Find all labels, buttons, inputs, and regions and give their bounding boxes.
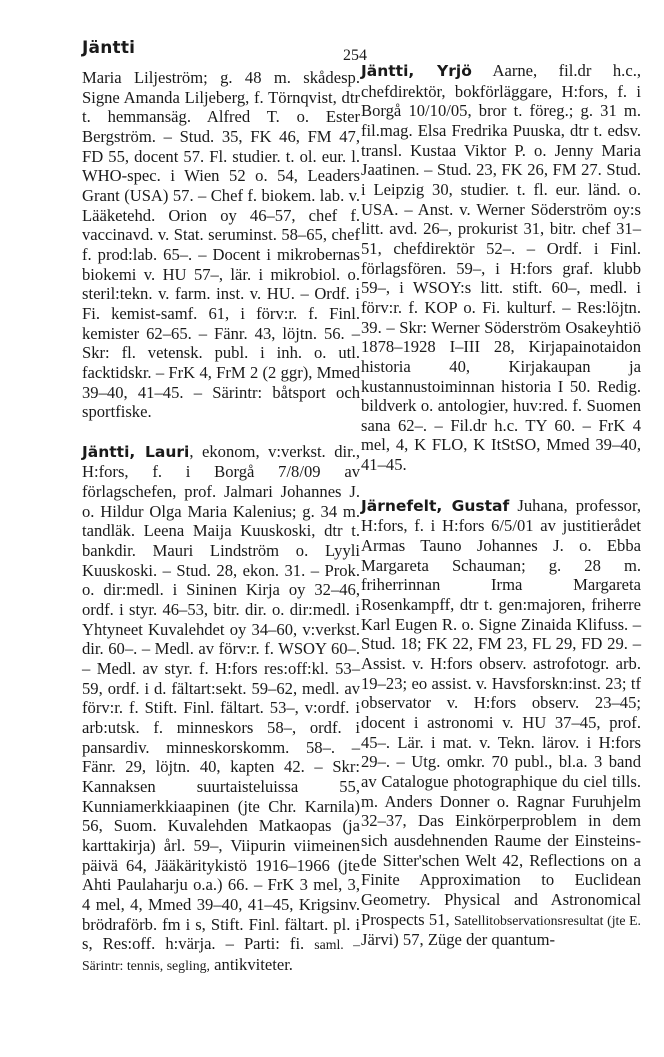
running-head: Jäntti xyxy=(82,38,136,58)
headword: Jäntti, Yrjö xyxy=(361,62,472,80)
entry-jarnefelt-gustaf xyxy=(361,496,641,950)
entry-text: Aarne, fil.dr h.c., chefdirektör, bokförläggare, H:fors, f. i Borgå 10/10/05, bror t. föreg.; g. 31 m. fil.mag. Elsa Fredrika Puuska, dtr t. edsv. transl. Kustaa Viktor P. o. Jenny Maria Jaatinen. – Stud. 23, FK 26, FM 27. Stud. i Leipzig 30, studier. t. fl. eur. länd. o. USA. – Anst. v. Werner Söderström oy:s litt. avd. 26–, prokurist 31, bitr. chef 31–51, chefdirektör 52–. – Ordf. i Finl. förlagsfören. 59–, i H:fors graf. klubb 59–, i WSOY:s litt. stift. 60–, medl. i förv:r. f. KOP o. Fi. kulturf. – Res:löjtn. 39. – Skr: Werner Söderström Osakeyhtiö 1878–1928 I–III 28, Kirjapainotaidon historia 40, Kirjakaupan ja kustannustoiminnan historia I 50. Redig. bildverk o. antologier, huv:red. f. Suomen sana 62–. – Fil.dr h.c. TY 60. – FrK 4 mel, 4, K FLO, K ItStSO, Mmed 39–40, 41–45. xyxy=(361,61,641,475)
right-column xyxy=(361,61,641,950)
entry-continuation: Maria Liljeström; g. 48 m. skådesp. Signe Amanda Liljeberg, f. Törnqvist, dtr t. hemmansäg. Alfred T. o. Ester Bergström. – Stud. 35, FK 46, FM 47, FD 55, docent 57. Fl. studier. t. ol. eur. l. WHO-spec. i Wien 52 o. 54, Leaders Grant (USA) 57. – Chef f. biokem. lab. v. Lääketehd. Orion oy 46–57, chef f. vaccinavd. v. Stat. seruminst. 58–65, chef f. prod:lab. 65–. – Docent i mikrobernas biokemi v. HU 57–, lär. i mikrobiol. o. steril:tekn. v. farm. inst. v. HU. – Ordf. i Fi. kemist-samf. 61, i förv:r. f. Finl. kemister 62–65. – Fänr. 43, löjtn. 56. – Skr: fl. vetensk. publ. i inh. o. utl. facktidskr. – FrK 4, FrM 2 (2 ggr), Mmed 39–40, 41–45. – Särintr: båtsport och sportfiske. xyxy=(82,68,360,422)
entry-jantti-lauri xyxy=(82,442,360,976)
entry-text: , ekonom, v:verkst. dir., H:fors, f. i Borgå 7/8/09 av förlagschefen, prof. Jalmari Johannes J. o. Hildur Olga Maria Kalenius; g. 34 m. tandläk. Leena Maija Kuuskoski, dtr t. bankdir. Mauri Lindström o. Lyyli Kuuskoski. – Stud. 28, ekon. 31. – Prok. o. dir:medl. i Sininen Kirja oy 32–46, ordf. i styr. 46–53, bitr. dir. o. dir:medl. i Yhtyneet Kuvalehdet oy 34–60, v:verkst. dir. 60–. – Medl. av förv:r. f. WSOY 60–. – Medl. av styr. f. H:fors res:off:kl. 53–59, ordf. i d. fältart:sekt. 59–62, medl. av förv:r. f. Stift. Finl. fältart. 53–, v:ordf. i arb:utsk. f. minneskors 58–, ordf. i pansardiv. minneskorskomm. 58–. – Fänr. 29, löjtn. 40, kapten 42. – Skr: Kannaksen suurtaisteluissa 55, Kunniamerkkiaapinen (jte Chr. Karnila) 56, Suom. Kuvalehden Matkaopas (ja karttakirja) årl. 59–, Viipurin viimeinen päivä 64, Jääkäritykistö 1916–1966 (jte Ahti Paulaharju o.a.) 66. – FrK 3 mel, 3, 4 mel, 4, Mmed 39–40, 41–45, Krigsinv. brödraförb. fm i s, Stift. Finl. fältart. pl. i s, Res:off. h:värja. – Parti: fi. xyxy=(82,441,361,954)
entry-jantti-yrjo xyxy=(361,61,641,475)
entry-text-small: saml. – Särintr: tennis, segling, xyxy=(82,937,360,973)
headword: Jäntti, Lauri xyxy=(82,442,190,461)
entry-text-small: Satellitobservationsresultat (jte E. xyxy=(454,912,641,928)
page-number: 254 xyxy=(343,47,367,64)
entry-text-end: antikviteter. xyxy=(214,954,293,974)
entry-text-end: Järvi) 57, Züge der quantum- xyxy=(361,930,555,950)
left-column xyxy=(82,68,360,976)
headword: Järnefelt, Gustaf xyxy=(361,496,510,515)
entry-text: Juhana, professor, H:fors, f. i H:fors 6/5/01 av justitierådet Armas Tauno Johannes J. o. Ebba Margareta Schauman; g. 28 m. friherrinnan Irma Margareta Rosenkampff, dtr t. gen:majoren, friherre Karl Eugen R. o. Signe Zinaida Klifuss. – Stud. 18; FK 22, FM 23, FL 29, FD 29. – Assist. v. H:fors observ. astrofotogr. arb. 19–23; eo assist. v. Havsforskn:inst. 23; tf observator v. H:fors observ. 23–45; docent i astronomi v. HU 37–45, prof. 45–. Lär. i mat. v. Tekn. lärov. i H:fors 29–. – Utg. omkr. 70 publ., bl.a. 3 band av Catalogue photographique du ciel tills. m. Anders Donner o. Ragnar Furuhjelm 32–37, Das Einkörperproblem in dem sich ausdehnenden Raume der Einsteins-de Sitter'schen Welt 42, Reflections on a Finite Approximation to Euclidean Geometry. Physical and Astronomical Prospects 51, xyxy=(361,495,641,929)
